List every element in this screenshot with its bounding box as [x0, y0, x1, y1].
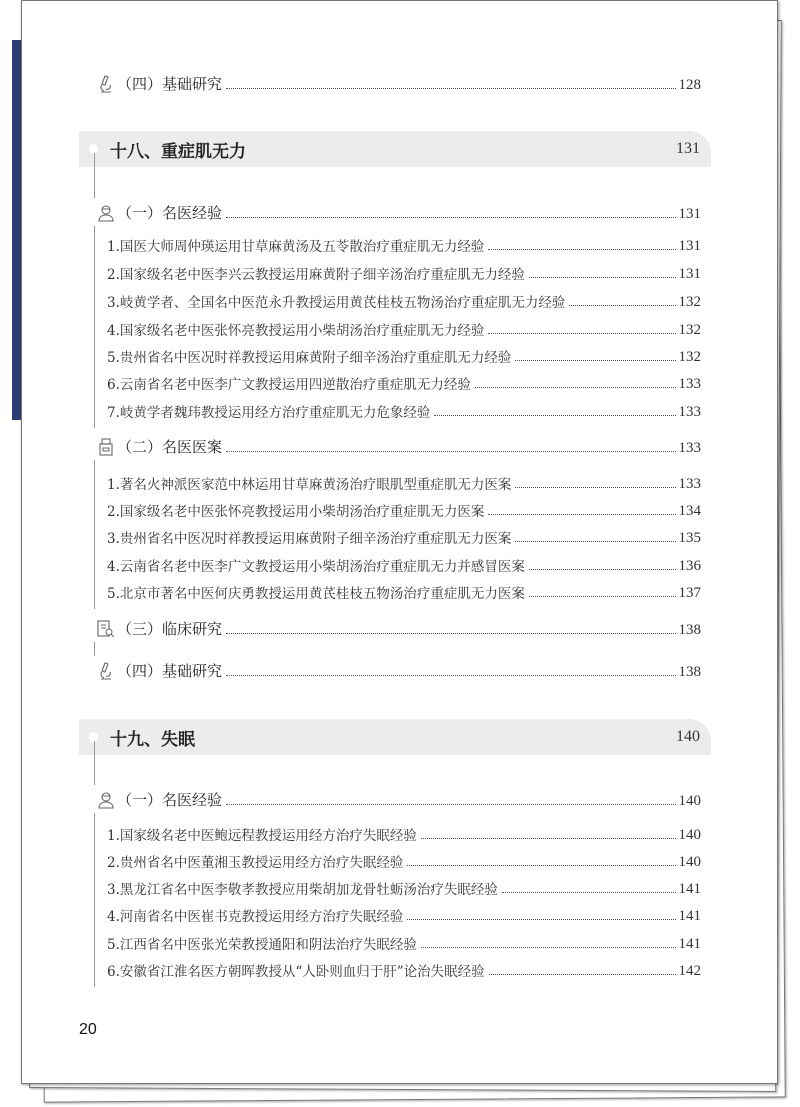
entry-page: 141 [678, 936, 701, 952]
entry-page: 133 [678, 404, 701, 420]
toc-entry[interactable] [107, 903, 701, 925]
toc-entry[interactable] [107, 876, 701, 898]
doctor-icon [97, 203, 115, 223]
entry-title: （一）名医经验 [117, 204, 223, 222]
chapter-title: 十八、重症肌无力 [110, 141, 246, 162]
microscope-icon [97, 74, 115, 94]
dot-leader [434, 415, 675, 416]
entry-page: 135 [678, 530, 701, 546]
entry-title: 1.著名火神派医家范中林运用甘草麻黄汤治疗眼肌型重症肌无力医案 [107, 477, 512, 493]
entry-title: 2.贵州省名中医董湘玉教授运用经方治疗失眠经验 [107, 855, 404, 871]
toc-entry[interactable] [107, 958, 701, 980]
entry-page: 131 [678, 206, 701, 222]
entry-page: 133 [678, 440, 701, 456]
dot-leader [421, 838, 676, 839]
toc-section[interactable] [97, 72, 701, 94]
dot-leader [515, 487, 675, 488]
toc-entry[interactable] [107, 344, 701, 366]
dot-leader [488, 514, 675, 515]
connector-line [94, 226, 95, 428]
dot-leader [226, 675, 675, 676]
dot-leader [226, 804, 675, 805]
entry-page: 136 [678, 558, 701, 574]
chapter-page: 140 [676, 728, 700, 745]
toc-section[interactable] [97, 659, 701, 681]
entry-page: 140 [678, 827, 701, 843]
entry-page: 138 [678, 664, 701, 680]
entry-page: 131 [678, 266, 701, 282]
connector-line [94, 741, 95, 785]
toc-section[interactable] [97, 435, 701, 457]
dot-leader [226, 217, 675, 218]
case-file-icon [97, 437, 115, 457]
entry-title: 4.国家级名老中医张怀亮教授运用小柴胡汤治疗重症肌无力经验 [107, 323, 485, 339]
entry-title: 7.岐黄学者魏玮教授运用经方治疗重症肌无力危象经验 [107, 405, 431, 421]
entry-page: 132 [678, 294, 701, 310]
entry-page: 134 [678, 503, 701, 519]
entry-title: （四）基础研究 [117, 75, 223, 93]
entry-page: 141 [678, 908, 701, 924]
dot-leader [226, 633, 675, 634]
toc-entry[interactable] [107, 371, 701, 393]
entry-title: 4.云南省名老中医李广文教授运用小柴胡汤治疗重症肌无力并感冒医案 [107, 559, 525, 575]
toc-entry[interactable] [107, 317, 701, 339]
dot-leader [475, 387, 676, 388]
entry-title: 5.江西省名中医张光荣教授通阳和阴法治疗失眠经验 [107, 937, 417, 953]
entry-page: 132 [678, 322, 701, 338]
entry-page: 132 [678, 349, 701, 365]
entry-page: 137 [678, 585, 701, 601]
entry-page: 138 [678, 622, 701, 638]
entry-title: 3.贵州省名中医况时祥教授运用麻黄附子细辛汤治疗重症肌无力医案 [107, 531, 512, 547]
chapter-title: 十九、失眠 [110, 729, 195, 750]
dot-leader [489, 974, 676, 975]
page-number: 20 [79, 1021, 97, 1038]
entry-title: 2.国家级名老中医李兴云教授运用麻黄附子细辛汤治疗重症肌无力经验 [107, 267, 525, 283]
entry-title: 3.黑龙江省名中医李敬孝教授应用柴胡加龙骨牡蛎汤治疗失眠经验 [107, 882, 498, 898]
entry-title: 6.安徽省江淮名医方朝晖教授从“人卧则血归于肝”论治失眠经验 [107, 964, 485, 980]
toc-entry[interactable] [107, 580, 701, 602]
connector-line [94, 642, 95, 656]
dot-leader [488, 333, 675, 334]
dot-leader [515, 541, 675, 542]
dot-leader [529, 569, 676, 570]
entry-title: 5.贵州省名中医况时祥教授运用麻黄附子细辛汤治疗重症肌无力经验 [107, 350, 512, 366]
entry-page: 133 [678, 476, 701, 492]
dot-leader [407, 919, 675, 920]
dot-leader [529, 596, 676, 597]
chapter-header[interactable] [79, 131, 711, 167]
dot-leader [407, 865, 675, 866]
toc-entry[interactable] [107, 822, 701, 844]
entry-title: 4.河南省名中医崔书克教授运用经方治疗失眠经验 [107, 909, 404, 925]
connector-line [94, 813, 95, 987]
entry-title: 6.云南省名老中医李广文教授运用四逆散治疗重症肌无力经验 [107, 377, 471, 393]
microscope-icon [97, 661, 115, 681]
dot-leader [421, 947, 676, 948]
toc-entry[interactable] [107, 498, 701, 520]
toc-section[interactable] [97, 788, 701, 810]
toc-page [21, 0, 778, 1084]
entry-page: 131 [678, 238, 701, 254]
clinical-search-icon [97, 619, 115, 639]
dot-leader [515, 360, 675, 361]
chapter-page: 131 [676, 140, 700, 157]
entry-title: 3.岐黄学者、全国名中医范永升教授运用黄芪桂枝五物汤治疗重症肌无力经验 [107, 295, 566, 311]
dot-leader [529, 277, 676, 278]
toc-section[interactable] [97, 201, 701, 223]
dot-leader [226, 88, 675, 89]
entry-title: 1.国医大师周仲瑛运用甘草麻黄汤及五苓散治疗重症肌无力经验 [107, 239, 485, 255]
toc-entry[interactable] [107, 931, 701, 953]
entry-title: 1.国家级名老中医鲍远程教授运用经方治疗失眠经验 [107, 828, 417, 844]
entry-title: 5.北京市著名中医何庆勇教授运用黄芪桂枝五物汤治疗重症肌无力医案 [107, 586, 525, 602]
chapter-header[interactable] [79, 719, 711, 755]
entry-title: （二）名医医案 [117, 438, 223, 456]
dot-leader [226, 451, 675, 452]
toc-entry[interactable] [107, 471, 701, 493]
toc-entry[interactable] [107, 525, 701, 547]
entry-title: （一）名医经验 [117, 791, 223, 809]
toc-section[interactable] [97, 617, 701, 639]
toc-entry[interactable] [107, 849, 701, 871]
dot-leader [569, 305, 675, 306]
entry-page: 140 [678, 854, 701, 870]
dot-leader [502, 892, 676, 893]
entry-page: 140 [678, 793, 701, 809]
entry-title: （三）临床研究 [117, 620, 223, 638]
entry-title: 2.国家级名老中医张怀亮教授运用小柴胡汤治疗重症肌无力医案 [107, 504, 485, 520]
entry-page: 133 [678, 376, 701, 392]
toc-entry[interactable] [107, 233, 701, 255]
toc-entry[interactable] [107, 261, 701, 283]
connector-line [94, 153, 95, 198]
toc-entry[interactable] [107, 553, 701, 575]
connector-line [94, 460, 95, 609]
entry-title: （四）基础研究 [117, 662, 223, 680]
toc-entry[interactable] [107, 289, 701, 311]
dot-leader [488, 249, 675, 250]
toc-entry[interactable] [107, 399, 701, 421]
entry-page: 141 [678, 881, 701, 897]
entry-page: 142 [678, 963, 701, 979]
doctor-icon [97, 790, 115, 810]
entry-page: 128 [678, 77, 701, 93]
